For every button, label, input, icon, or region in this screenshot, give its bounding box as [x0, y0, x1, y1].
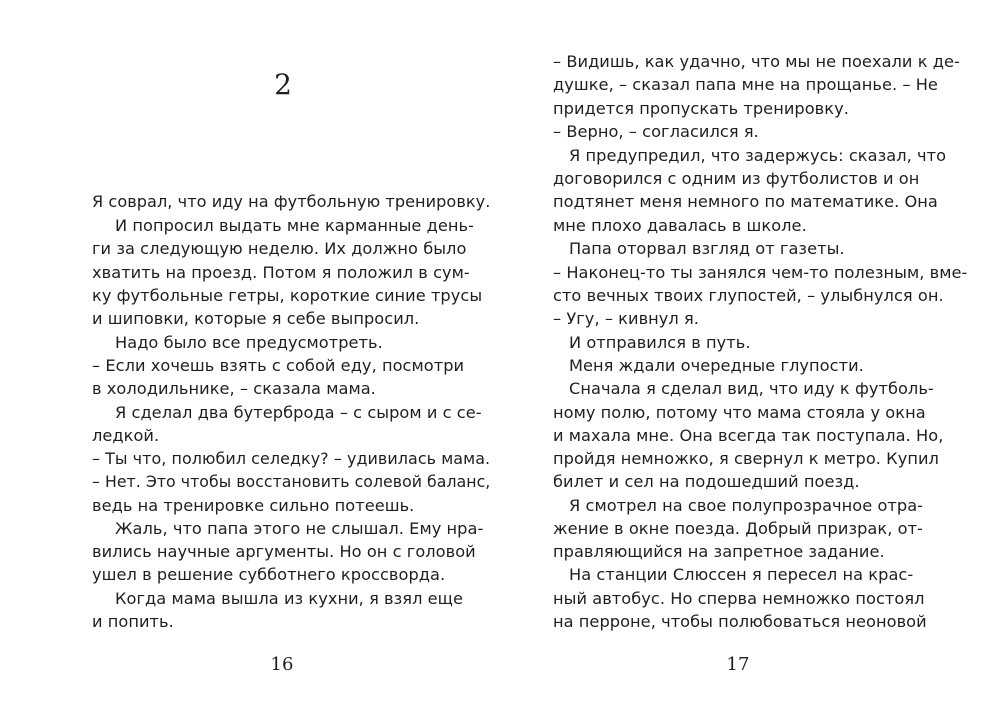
text-line: Жаль, что папа этого не слышал. Ему нра- [115, 519, 484, 538]
page-number: 16 [270, 654, 294, 675]
text-line: – Нет. Это чтобы восстановить солевой баланс, [92, 472, 491, 491]
chapter-number: 2 [274, 68, 292, 101]
text-line: на перроне, чтобы полюбоваться неоновой [553, 612, 927, 631]
text-line: подтянет меня немного по математике. Она [553, 192, 938, 211]
text-line: – Верно, – согласился я. [553, 122, 759, 141]
text-line: и попить. [92, 612, 174, 631]
text-line: ушел в решение субботнего кроссворда. [92, 565, 446, 584]
text-line: ному полю, потому что мама стояла у окна [553, 403, 926, 422]
text-line: На станции Слюссен я пересел на крас- [569, 565, 914, 584]
text-line: ку футбольные гетры, короткие синие трусы [92, 286, 483, 305]
text-line: – Ты что, полюбил селедку? – удивилась мама. [92, 449, 491, 468]
text-line: вились научные аргументы. Но он с головой [92, 542, 476, 561]
text-line: ледкой. [92, 426, 160, 445]
text-line: Папа оторвал взгляд от газеты. [569, 239, 845, 258]
text-line: правляющийся на запретное задание. [553, 542, 885, 561]
text-line: – Если хочешь взять с собой еду, посмотри [92, 356, 465, 375]
text-line: договорился с одним из футболистов и он [553, 169, 920, 188]
text-line: хватить на проезд. Потом я положил в сум- [92, 263, 470, 282]
text-line: – Видишь, как удачно, что мы не поехали к де- [553, 52, 960, 71]
text-line: ный автобус. Но сперва немножко постоял [553, 589, 925, 608]
text-line: Когда мама вышла из кухни, я взял еще [115, 589, 463, 608]
text-line: Я предупредил, что задержусь: сказал, что [569, 146, 947, 165]
text-line: душке, – сказал папа мне на прощанье. – Не [553, 75, 938, 94]
text-line: в холодильнике, – сказала мама. [92, 379, 376, 398]
text-line: ведь на тренировке сильно потеешь. [92, 496, 415, 515]
text-line: ги за следующую неделю. Их должно было [92, 239, 467, 258]
text-line: и махала мне. Она всегда так поступала. Но, [553, 426, 944, 445]
text-line: – Угу, – кивнул я. [553, 309, 699, 328]
right-page [500, 0, 1000, 719]
text-line: Я сделал два бутерброда – с сыром и с се- [115, 403, 482, 422]
text-line: сто вечных твоих глупостей, – улыбнулся он. [553, 286, 944, 305]
text-line: пройдя немножко, я свернул к метро. Купил [553, 449, 939, 468]
text-line: Я смотрел на свое полупрозрачное отра- [569, 496, 924, 515]
page-number: 17 [726, 654, 750, 675]
text-line: – Наконец-то ты занялся чем-то полезным, вме- [553, 263, 968, 282]
text-line: И отправился в путь. [569, 333, 751, 352]
text-line: билет и сел на подошедший поезд. [553, 472, 860, 491]
text-line: мне плохо давалась в школе. [553, 216, 807, 235]
text-line: Я соврал, что иду на футбольную тренировку. [92, 192, 491, 211]
text-line: Надо было все предусмотреть. [115, 333, 383, 352]
text-line: придется пропускать тренировку. [553, 99, 849, 118]
text-line: жение в окне поезда. Добрый призрак, от- [553, 519, 923, 538]
text-line: Меня ждали очередные глупости. [569, 356, 864, 375]
text-line: И попросил выдать мне карманные день- [115, 216, 474, 235]
text-line: и шиповки, которые я себе выпросил. [92, 309, 420, 328]
text-line: Сначала я сделал вид, что иду к футболь- [569, 379, 934, 398]
